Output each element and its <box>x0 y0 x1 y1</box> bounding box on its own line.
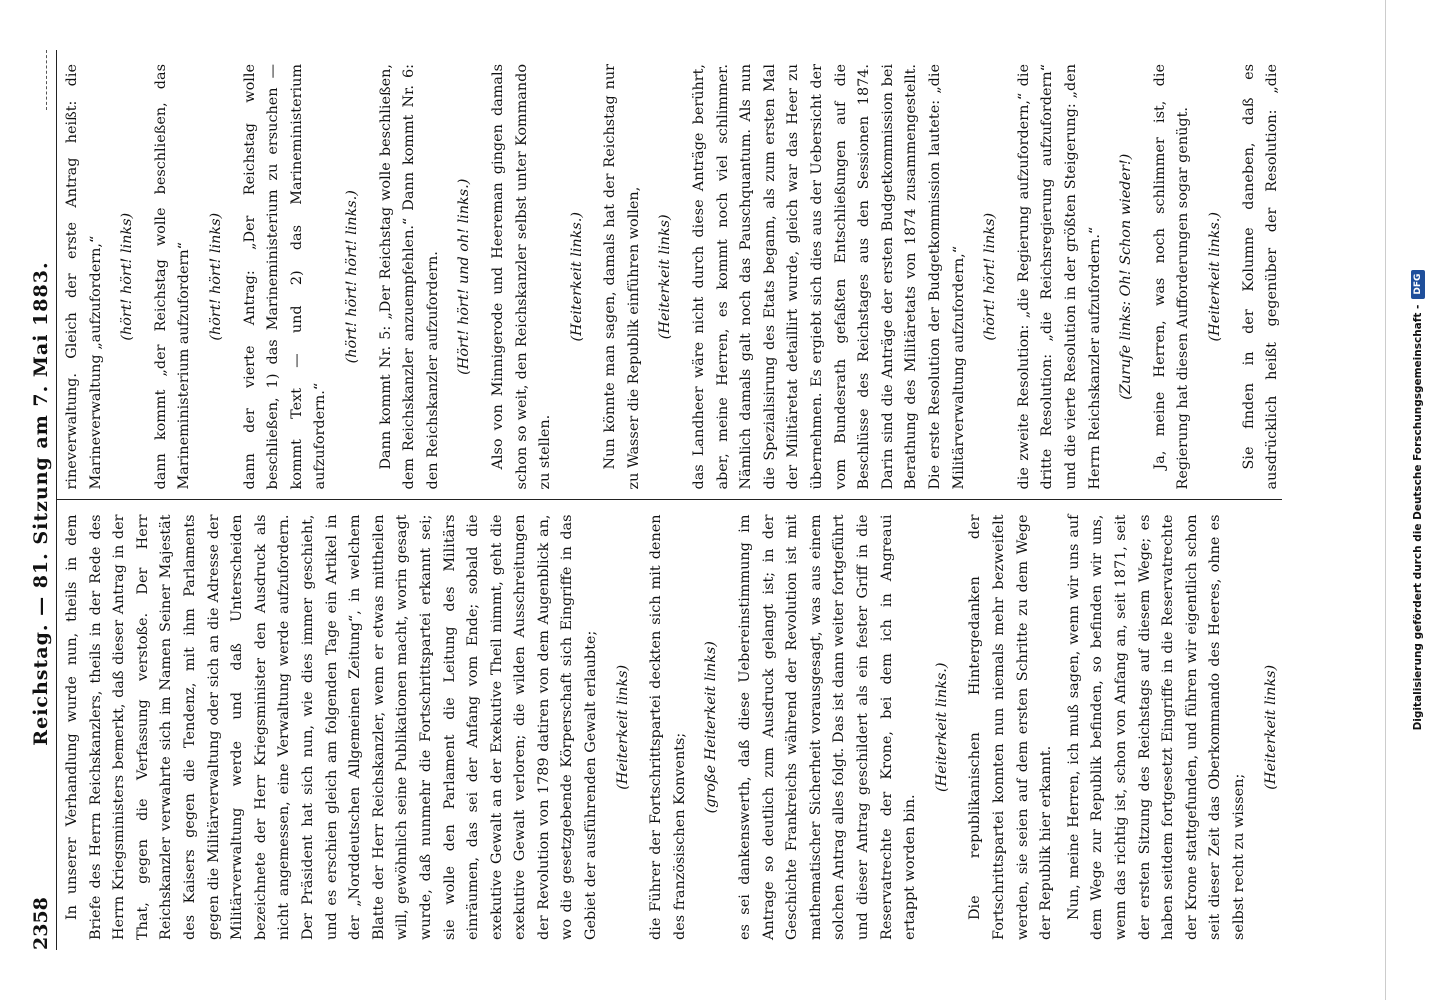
interjection: (hört! hört! links) <box>119 212 136 341</box>
dfg-logo: DFG <box>1411 270 1425 299</box>
paragraph: es sei dankenswerth, daß diese Uebereinstimmung im Antrage so deutlich zum Ausdruck gelangt ist; in der Geschichte Frankreichs während der Revolution ist mit mathematischer Sicherheit vorausgesagt, was aus einem solchen Antrag alles folgt. Das ist dann weiter fortgeführt und dieser Antrag geschildert als ein fester Griff in die Reservatrechte der Krone, bei dem ich in Angreaui ertappt worden bin. <box>737 514 919 940</box>
running-head: Reichstag. — 81. Sitzung am 7. Mai 1883. <box>30 261 52 746</box>
paragraph: die zweite Resolution: „die Regierung aufzufordern,“ die dritte Resolution: „die Reichsregierung aufzufordern“ und die vierte Resolution in der größten Steigerung: „den Herrn Reichskanzler aufzufordern.“ <box>1015 64 1103 490</box>
header-rule <box>46 50 47 110</box>
page-number: 2358 <box>30 897 52 950</box>
paragraph: das Landheer wäre nicht durch diese Anträge berührt, aber, meine Herren, es kommt noch viel schlimmer. Nämlich damals galt noch das Pauschquantum. Als nun die Spezialisirung des Etats begann, als zum ersten Mal der Militäretat detaillirt wurde, gleich war das Heer zu übernehmen. Es ergiebt sich dies aus der Uebersicht der vom Bundesrath gefaßten Entschließungen auf die Beschlüsse des Reichstages aus den Sessionen 1874. Darin sind die Anträge der ersten Budgetkommission bei Berathung des Militäretats von 1874 zusammengestellt. Die erste Resolution der Budgetkommission lautete: „die Militärverwaltung aufzufordern,“ <box>691 64 967 490</box>
interjection: (Heiterkeit links) <box>657 214 674 340</box>
page-header <box>30 50 57 950</box>
text-columns <box>57 50 1282 950</box>
left-column <box>57 501 1282 951</box>
credit-line <box>1404 0 1432 1000</box>
paragraph: die Führer der Fortschrittspartei deckten sich mit denen des französischen Konvents; <box>648 514 688 940</box>
paragraph: Nun, meine Herren, ich muß sagen, wenn wir uns auf dem Wege zur Republik befinden, so befinden wir uns, wenn das richtig ist, schon von Anfang an, seit 1871, seit der ersten Sitzung des Reichstags auf diesem Wege; es haben seitdem fortgesetzt Eingriffe in die Reservatrechte der Krone stattgefunden, und führen wir eigentlich schon seit dieser Zeit das Oberkommando des Heeres, ohne es selbst recht zu wissen; <box>1065 514 1247 940</box>
interjection: (große Heiterkeit links) <box>703 641 720 814</box>
paragraph: dann kommt „der Reichstag wolle beschließen, das Marineministerium aufzufordern“ <box>152 64 193 490</box>
paragraph: rineverwaltung. Gleich der erste Antrag heißt: die Marineverwaltung „aufzufordern,“ <box>64 64 104 490</box>
paragraph: Ja, meine Herren, was noch schlimmer ist, die Regierung hat diesen Aufforderungen sogar genügt. <box>1151 64 1192 490</box>
paragraph: Also von Minnigerode und Heereman gingen damals schon so weit, den Reichskanzler selbst unter Kommando zu stellen. <box>489 64 554 490</box>
paragraph: Die republikanischen Hintergedanken der Fortschrittspartei konnten nun niemals mehr bezweifelt werden, sie seien auf dem ersten Schritte zu dem Wege der Republik hier erkannt. <box>967 514 1055 940</box>
interjection: (hört! hört! hört! links.) <box>343 190 360 364</box>
scan-edge-line <box>1385 0 1386 1000</box>
interjection: (hört! hört! links) <box>207 212 224 341</box>
paragraph: Sie finden in der Kolumne daneben, daß es ausdrücklich heißt gegenüber der Resolution: „die <box>1240 64 1281 490</box>
interjection: (Zurufe links: Oh! Schon wieder!) <box>1118 153 1135 400</box>
paragraph: Nun könnte man sagen, damals hat der Reichstag nur zu Wasser die Republik einführen wollen, <box>602 64 642 490</box>
interjection: (Heiterkeit links) <box>614 664 631 790</box>
right-column <box>57 50 1282 500</box>
interjection: (Heiterkeit links.) <box>1206 212 1223 342</box>
column-divider <box>57 500 1282 501</box>
credit-text: Digitalisierung gefördert durch die Deutsche Forschungsgemeinschaft - <box>1412 304 1424 731</box>
interjection: (Heiterkeit links) <box>1262 664 1279 790</box>
paragraph: Dann kommt Nr. 5: „Der Reichstag wolle beschließen, dem Reichskanzler anzuempfehlen.“ Dann kommt Nr. 6: den Reichskanzler aufzufordern. <box>377 64 441 490</box>
paragraph: dann der vierte Antrag: „Der Reichstag wolle beschließen, 1) das Marineministerium zu ersuchen — kommt Text — und 2) das Marineministerium aufzufordern.“ <box>241 64 329 490</box>
credit-strip <box>1404 0 1432 1000</box>
paragraph: In unserer Verhandlung wurde nun, theils in dem Briefe des Herrn Reichskanzlers, theils in der Rede des Herrn Kriegsministers bemerkt, daß dieser Antrag in der That, gegen die Verfassung verstoße. Der Herr Reichskanzler verwahrte sich im Namen Seiner Majestät des Kaisers gegen die Tendenz, mit ihm Parlaments gegen die Militärverwaltung oder sich an die Adresse der Militärverwaltung werde und daß Unterscheiden bezeichnete der Herr Kriegsminister den Ausdruck als nicht angemessen, eine Verwaltung werde aufzufordern. Der Präsident hat sich nun, wie dies immer geschieht, und es erschien gleich am folgenden Tage ein Artikel in der „Norddeutschen Allgemeinen Zeitung“, in welchem Blatte der Herr Reichskanzler, wenn er etwas mittheilen will, gewöhnlich seine Publikationen macht, worin gesagt wurde, daß nunmehr die Fortschrittspartei erkannt sei; sie wolle den Parlament die Leitung des Militärs einräumen, das sei der Anfang vom Ende; sobald die exekutive Gewalt an der Exekutive Theil nimmt, geht die exekutive Gewalt verloren; die wilden Ausschreitungen der Revolution von 1789 datiren von dem Augenblick an, wo die gesetzgebende Körperschaft sich Eingriffe in das Gebiet der ausführenden Gewalt erlaubte; <box>64 514 600 940</box>
interjection: (Hört! hört! und oh! links.) <box>456 178 473 375</box>
interjection: (Heiterkeit links.) <box>568 212 585 342</box>
interjection: (Heiterkeit links.) <box>933 662 950 792</box>
interjection: (hört! hört! links) <box>982 212 999 341</box>
